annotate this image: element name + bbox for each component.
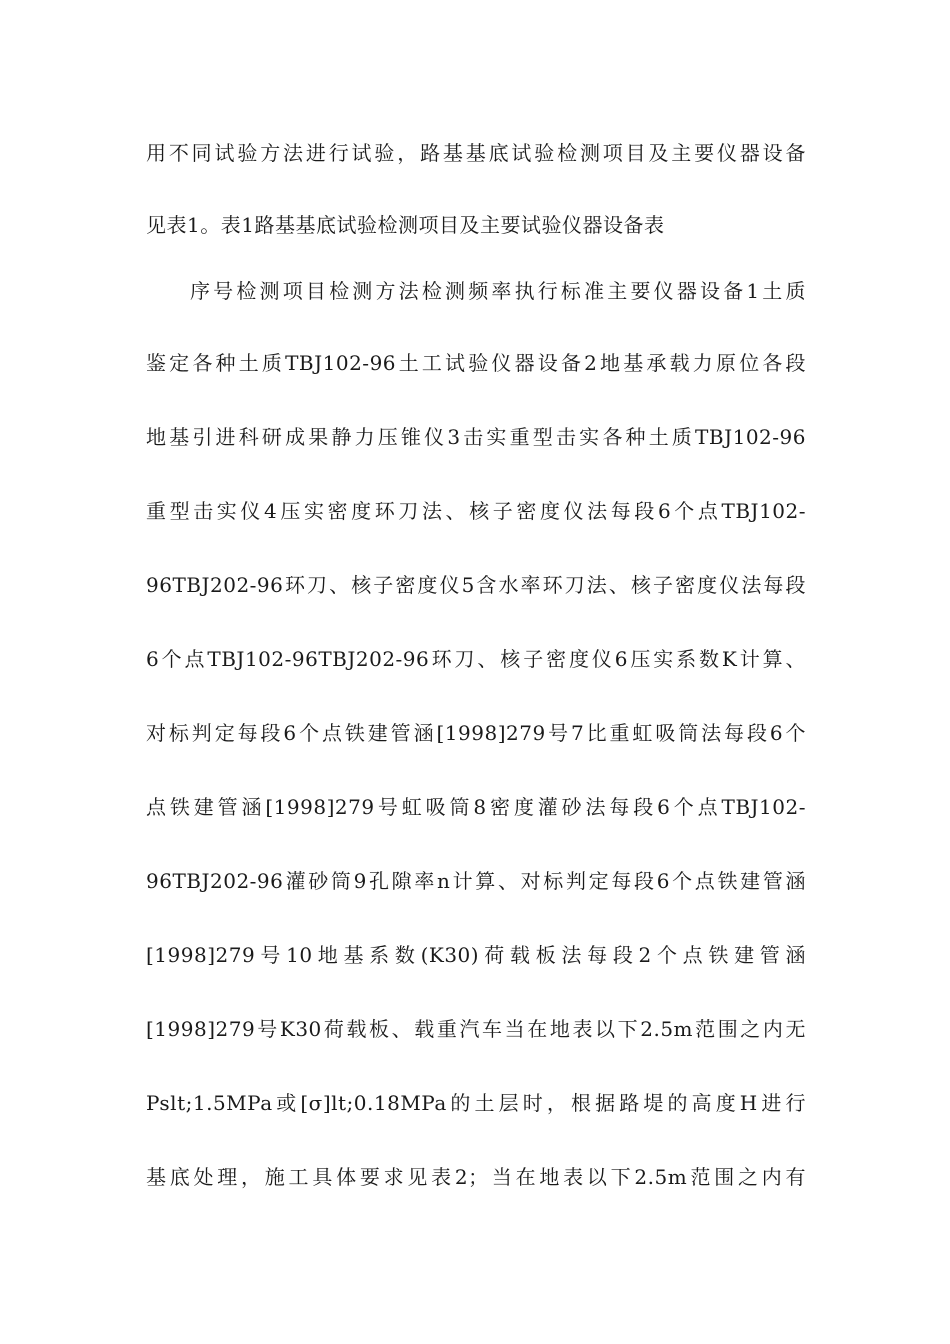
paragraph-line: [1998]279号10地基系数(K30)荷载板法每段2个点铁建管涵 [146, 943, 806, 967]
paragraph-line: 重型击实仪4压实密度环刀法、核子密度仪法每段6个点TBJ102- [146, 499, 806, 523]
paragraph-line: Pslt;1.5MPa或[σ]lt;0.18MPa的土层时，根据路堤的高度H进行 [146, 1091, 806, 1115]
paragraph-line: 对标判定每段6个点铁建管涵[1998]279号7比重虹吸筒法每段6个 [146, 721, 806, 745]
paragraph-line: 用不同试验方法进行试验，路基基底试验检测项目及主要仪器设备 [146, 141, 806, 165]
paragraph-line: 见表1。表1路基基底试验检测项目及主要试验仪器设备表 [146, 213, 665, 237]
paragraph-line: 96TBJ202-96环刀、核子密度仪5含水率环刀法、核子密度仪法每段 [146, 573, 806, 597]
paragraph-line: 鉴定各种土质TBJ102-96土工试验仪器设备2地基承载力原位各段 [146, 351, 806, 375]
paragraph-line: 地基引进科研成果静力压锥仪3击实重型击实各种土质TBJ102-96 [146, 425, 806, 449]
paragraph-line: 96TBJ202-96灌砂筒9孔隙率n计算、对标判定每段6个点铁建管涵 [146, 869, 806, 893]
paragraph-line: 基底处理，施工具体要求见表2；当在地表以下2.5m范围之内有 [146, 1165, 806, 1189]
paragraph-line: 6个点TBJ102-96TBJ202-96环刀、核子密度仪6压实系数K计算、 [146, 647, 806, 671]
paragraph-line: 点铁建管涵[1998]279号虹吸筒8密度灌砂法每段6个点TBJ102- [146, 795, 806, 819]
paragraph-line: 序号检测项目检测方法检测频率执行标准主要仪器设备1土质 [190, 279, 806, 303]
paragraph-line: [1998]279号K30荷载板、载重汽车当在地表以下2.5m范围之内无 [146, 1017, 806, 1041]
